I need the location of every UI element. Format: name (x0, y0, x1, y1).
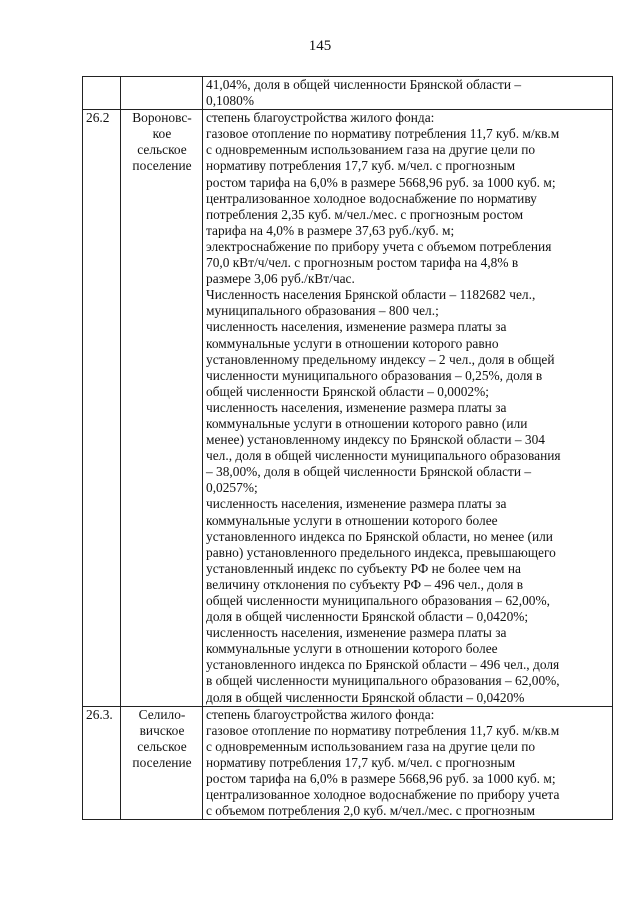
description-line: чел., доля в общей численности муниципального образования (206, 448, 561, 464)
description-line: с одновременным использованием газа на другие цели по (206, 142, 536, 158)
description-line: установленный индекс по субъекту РФ не более чем на (206, 560, 521, 576)
description-line: централизованное холодное водоснабжение по прибору учета (206, 787, 560, 803)
description-line: степень благоустройства жилого фонда: (206, 706, 435, 722)
description-line: доля в общей численности Брянской области – 0,0420% (206, 689, 525, 705)
description-line: с одновременным использованием газа на другие цели по (206, 738, 536, 754)
description-cell (203, 706, 613, 820)
description-line: общей численности муниципального образования – 62,00%, (206, 593, 550, 608)
description-line: 0,0257%; (206, 480, 258, 496)
description-line: размере 3,06 руб./кВт/час. (206, 271, 355, 287)
description-line: электроснабжение по прибору учета с объемом потребления (206, 238, 552, 254)
description-line: установленного индекса по Брянской области, но менее (или (206, 528, 553, 544)
row-number: 26.2 (83, 110, 121, 706)
description-line: потребления 2,35 куб. м/чел./мес. с прогнозным ростом (206, 206, 524, 222)
description-line: доля в общей численности Брянской области – 0,0420%; (206, 609, 529, 625)
description-line: численности муниципального образования – 0,25%, доля в (206, 367, 543, 383)
description-cell (203, 77, 613, 110)
description-line: численность населения, изменение размера платы за (206, 496, 507, 512)
description-line: в общей численности муниципального образования – 62,00%, (206, 673, 560, 689)
settlement-name-line: сельское (137, 142, 187, 158)
settlement-name-line: поселение (132, 158, 192, 174)
description-line: ростом тарифа на 6,0% в размере 5668,96 руб. за 1000 куб. м; (206, 771, 556, 787)
description-line: газовое отопление по нормативу потребления 11,7 куб. м/кв.м (206, 722, 560, 738)
description-line: с объемом потребления 2,0 куб. м/чел./мес. с прогнозным (206, 803, 535, 819)
tariff-table (82, 76, 613, 820)
description-line: ростом тарифа на 6,0% в размере 5668,96 руб. за 1000 куб. м; (206, 174, 556, 190)
table-row (83, 110, 613, 706)
description-line: менее) установленному индексу по Брянской области – 304 (206, 432, 546, 448)
description-line: равно) установленного предельного индекса, превышающего (206, 544, 556, 560)
description-line: 41,04%, доля в общей численности Брянской области – (206, 77, 522, 92)
description-line: коммунальные услуги в отношении которого более (206, 512, 498, 528)
settlement-name-line: Селило- (138, 706, 186, 722)
page-number: 145 (308, 38, 332, 54)
row-number (83, 77, 121, 110)
description-cell (203, 110, 613, 706)
settlement-name (121, 110, 203, 706)
settlement-name-line: поселение (132, 754, 192, 770)
settlement-name-line: кое (152, 126, 172, 142)
description-line: 70,0 кВт/ч/чел. с прогнозным ростом тарифа на 4,8% в (206, 255, 519, 271)
description-line: величину отклонения по субъекту РФ – 496 чел., доля в (206, 576, 524, 592)
description-line: тарифа на 4,0% в размере 37,63 руб./куб. м; (206, 222, 455, 238)
description-line: централизованное холодное водоснабжение по нормативу (206, 190, 537, 206)
settlement-name-line: Вороновс- (132, 110, 192, 126)
table-row (83, 706, 613, 820)
description-line: Численность населения Брянской области – 1182682 чел., (206, 287, 536, 303)
settlement-name-line: сельское (137, 738, 187, 754)
description-line: – 38,00%, доля в общей численности Брянской области – (206, 464, 532, 480)
description-line: нормативу потребления 17,7 куб. м/чел. с прогнозным (206, 158, 516, 174)
settlement-name (121, 77, 203, 110)
description-line: муниципального образования – 800 чел.; (206, 303, 439, 319)
settlement-name (121, 706, 203, 820)
description-line: установленного индекса по Брянской области – 496 чел., доля (206, 657, 560, 673)
description-line: газовое отопление по нормативу потребления 11,7 куб. м/кв.м (206, 126, 560, 142)
table-row (83, 77, 613, 110)
description-line: коммунальные услуги в отношении которого равно (или (206, 415, 528, 431)
description-line: 0,1080% (206, 93, 254, 109)
description-line: установленному предельному индексу – 2 чел., доля в общей (206, 351, 555, 367)
description-line: численность населения, изменение размера платы за (206, 625, 507, 641)
description-line: численность населения, изменение размера платы за (206, 399, 507, 415)
description-line: коммунальные услуги в отношении которого более (206, 641, 498, 657)
settlement-name-line: вичское (139, 722, 185, 738)
description-line: численность населения, изменение размера платы за (206, 319, 507, 335)
description-line: коммунальные услуги в отношении которого равно (206, 335, 499, 351)
description-line: нормативу потребления 17,7 куб. м/чел. с прогнозным (206, 754, 516, 770)
description-line: общей численности Брянской области – 0,0002%; (206, 383, 489, 399)
description-line: степень благоустройства жилого фонда: (206, 110, 435, 126)
row-number: 26.3. (83, 706, 121, 820)
